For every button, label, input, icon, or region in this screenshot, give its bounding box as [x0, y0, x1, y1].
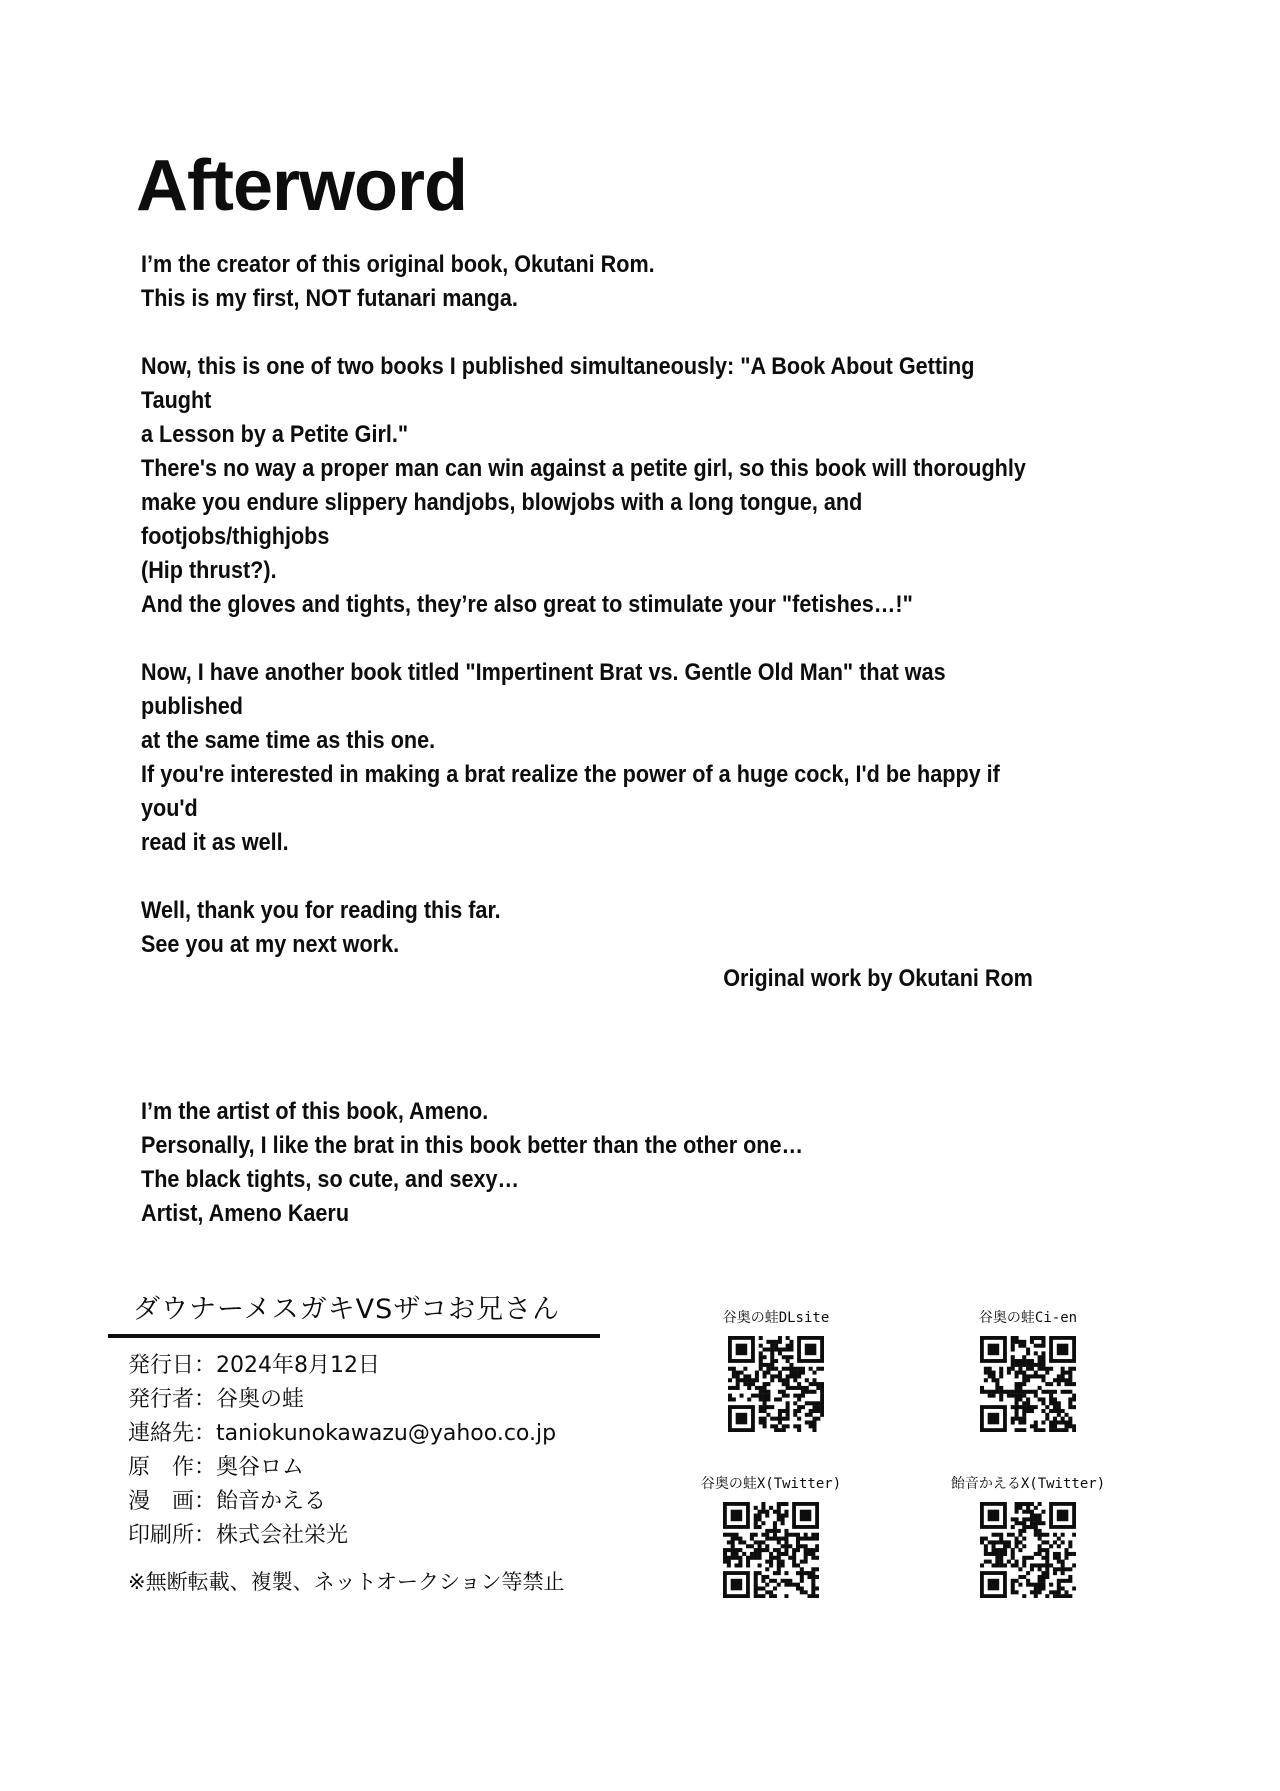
text-line: And the gloves and tights, they’re also great to stimulate your "fetishes…!" [141, 591, 913, 618]
afterword-body [141, 248, 1041, 1231]
artist-signature: Artist, Ameno Kaeru [141, 1200, 350, 1227]
text-line: read it as well. [141, 829, 289, 856]
qr-code-icon [728, 1336, 824, 1432]
text-line: a Lesson by a Petite Girl." [141, 421, 409, 448]
colophon-row-publisher [128, 1383, 556, 1417]
colophon-separator: ： [194, 1421, 217, 1446]
colophon-value: 飴音かえる [216, 1489, 327, 1514]
colophon-separator: ： [194, 1387, 217, 1412]
colophon-row-manga [128, 1485, 556, 1519]
author-signature: Original work by Okutani Rom [723, 965, 1033, 992]
colophon-label: 発行者 [128, 1387, 195, 1412]
qr-label: 谷奥の蛙Ci-en [978, 1310, 1078, 1326]
text-line: See you at my next work. [141, 931, 400, 958]
colophon-label: 連絡先 [128, 1421, 195, 1446]
qr-dlsite [676, 1308, 876, 1432]
colophon-row-printer [128, 1519, 556, 1553]
colophon-separator: ： [194, 1455, 217, 1480]
colophon-separator: ： [194, 1353, 217, 1378]
colophon-separator: ： [194, 1489, 217, 1514]
qr-label: 飴音かえるX(Twitter) [950, 1476, 1106, 1492]
text-line: If you're interested in making a brat realize the power of a huge cock, I'd be happy if you'd [141, 761, 1000, 822]
colophon-value: 2024年8月12日 [216, 1353, 381, 1378]
colophon-label: 印刷所 [128, 1523, 195, 1548]
colophon-divider [108, 1334, 600, 1338]
text-line: Personally, I like the brat in this book better than the other one… [141, 1132, 804, 1159]
page-title: Afterword [136, 146, 467, 226]
colophon-label: 漫 画 [128, 1489, 195, 1514]
text-line: Well, thank you for reading this far. [141, 897, 501, 924]
qr-code-icon [980, 1336, 1076, 1432]
colophon-value: 奥谷ロム [216, 1455, 305, 1480]
qr-code-icon [723, 1502, 819, 1598]
colophon-separator: ： [194, 1523, 217, 1548]
text-line: This is my first, NOT futanari manga. [141, 285, 518, 312]
qr-code-icon [980, 1502, 1076, 1598]
text-line: Now, this is one of two books I published simultaneously: "A Book About Getting Taught [141, 353, 975, 414]
colophon [128, 1349, 556, 1553]
qr-twitter-ameno [928, 1474, 1128, 1598]
text-line: I’m the creator of this original book, Okutani Rom. [141, 251, 655, 278]
colophon-label: 原 作 [128, 1455, 195, 1480]
text-line: There's no way a proper man can win against a petite girl, so this book will thoroughly [141, 455, 1026, 482]
colophon-row-date [128, 1349, 556, 1383]
colophon-value: 谷奥の蛙 [216, 1387, 305, 1412]
text-line: Now, I have another book titled "Impertinent Brat vs. Gentle Old Man" that was published [141, 659, 946, 720]
text-line: The black tights, so cute, and sexy… [141, 1166, 520, 1193]
colophon-title: ダウナーメスガキVSザコお兄さん [133, 1294, 561, 1325]
contact-email: taniokunokawazu@yahoo.co.jp [216, 1421, 557, 1446]
text-line: (Hip thrust?). [141, 557, 277, 584]
colophon-value: 株式会社栄光 [216, 1523, 349, 1548]
colophon-label: 発行日 [128, 1353, 195, 1378]
colophon-row-contact [128, 1417, 556, 1451]
text-line: at the same time as this one. [141, 727, 436, 754]
qr-cien [928, 1308, 1128, 1432]
qr-label: 谷奥の蛙X(Twitter) [700, 1476, 842, 1492]
copyright-notice: ※無断転載、複製、ネットオークション等禁止 [128, 1570, 565, 1594]
colophon-row-original [128, 1451, 556, 1485]
qr-twitter-okutani [671, 1474, 871, 1598]
qr-label: 谷奥の蛙DLsite [722, 1310, 830, 1326]
text-line: make you endure slippery handjobs, blowjobs with a long tongue, and footjobs/thighjobs [141, 489, 863, 550]
text-line: I’m the artist of this book, Ameno. [141, 1098, 489, 1125]
